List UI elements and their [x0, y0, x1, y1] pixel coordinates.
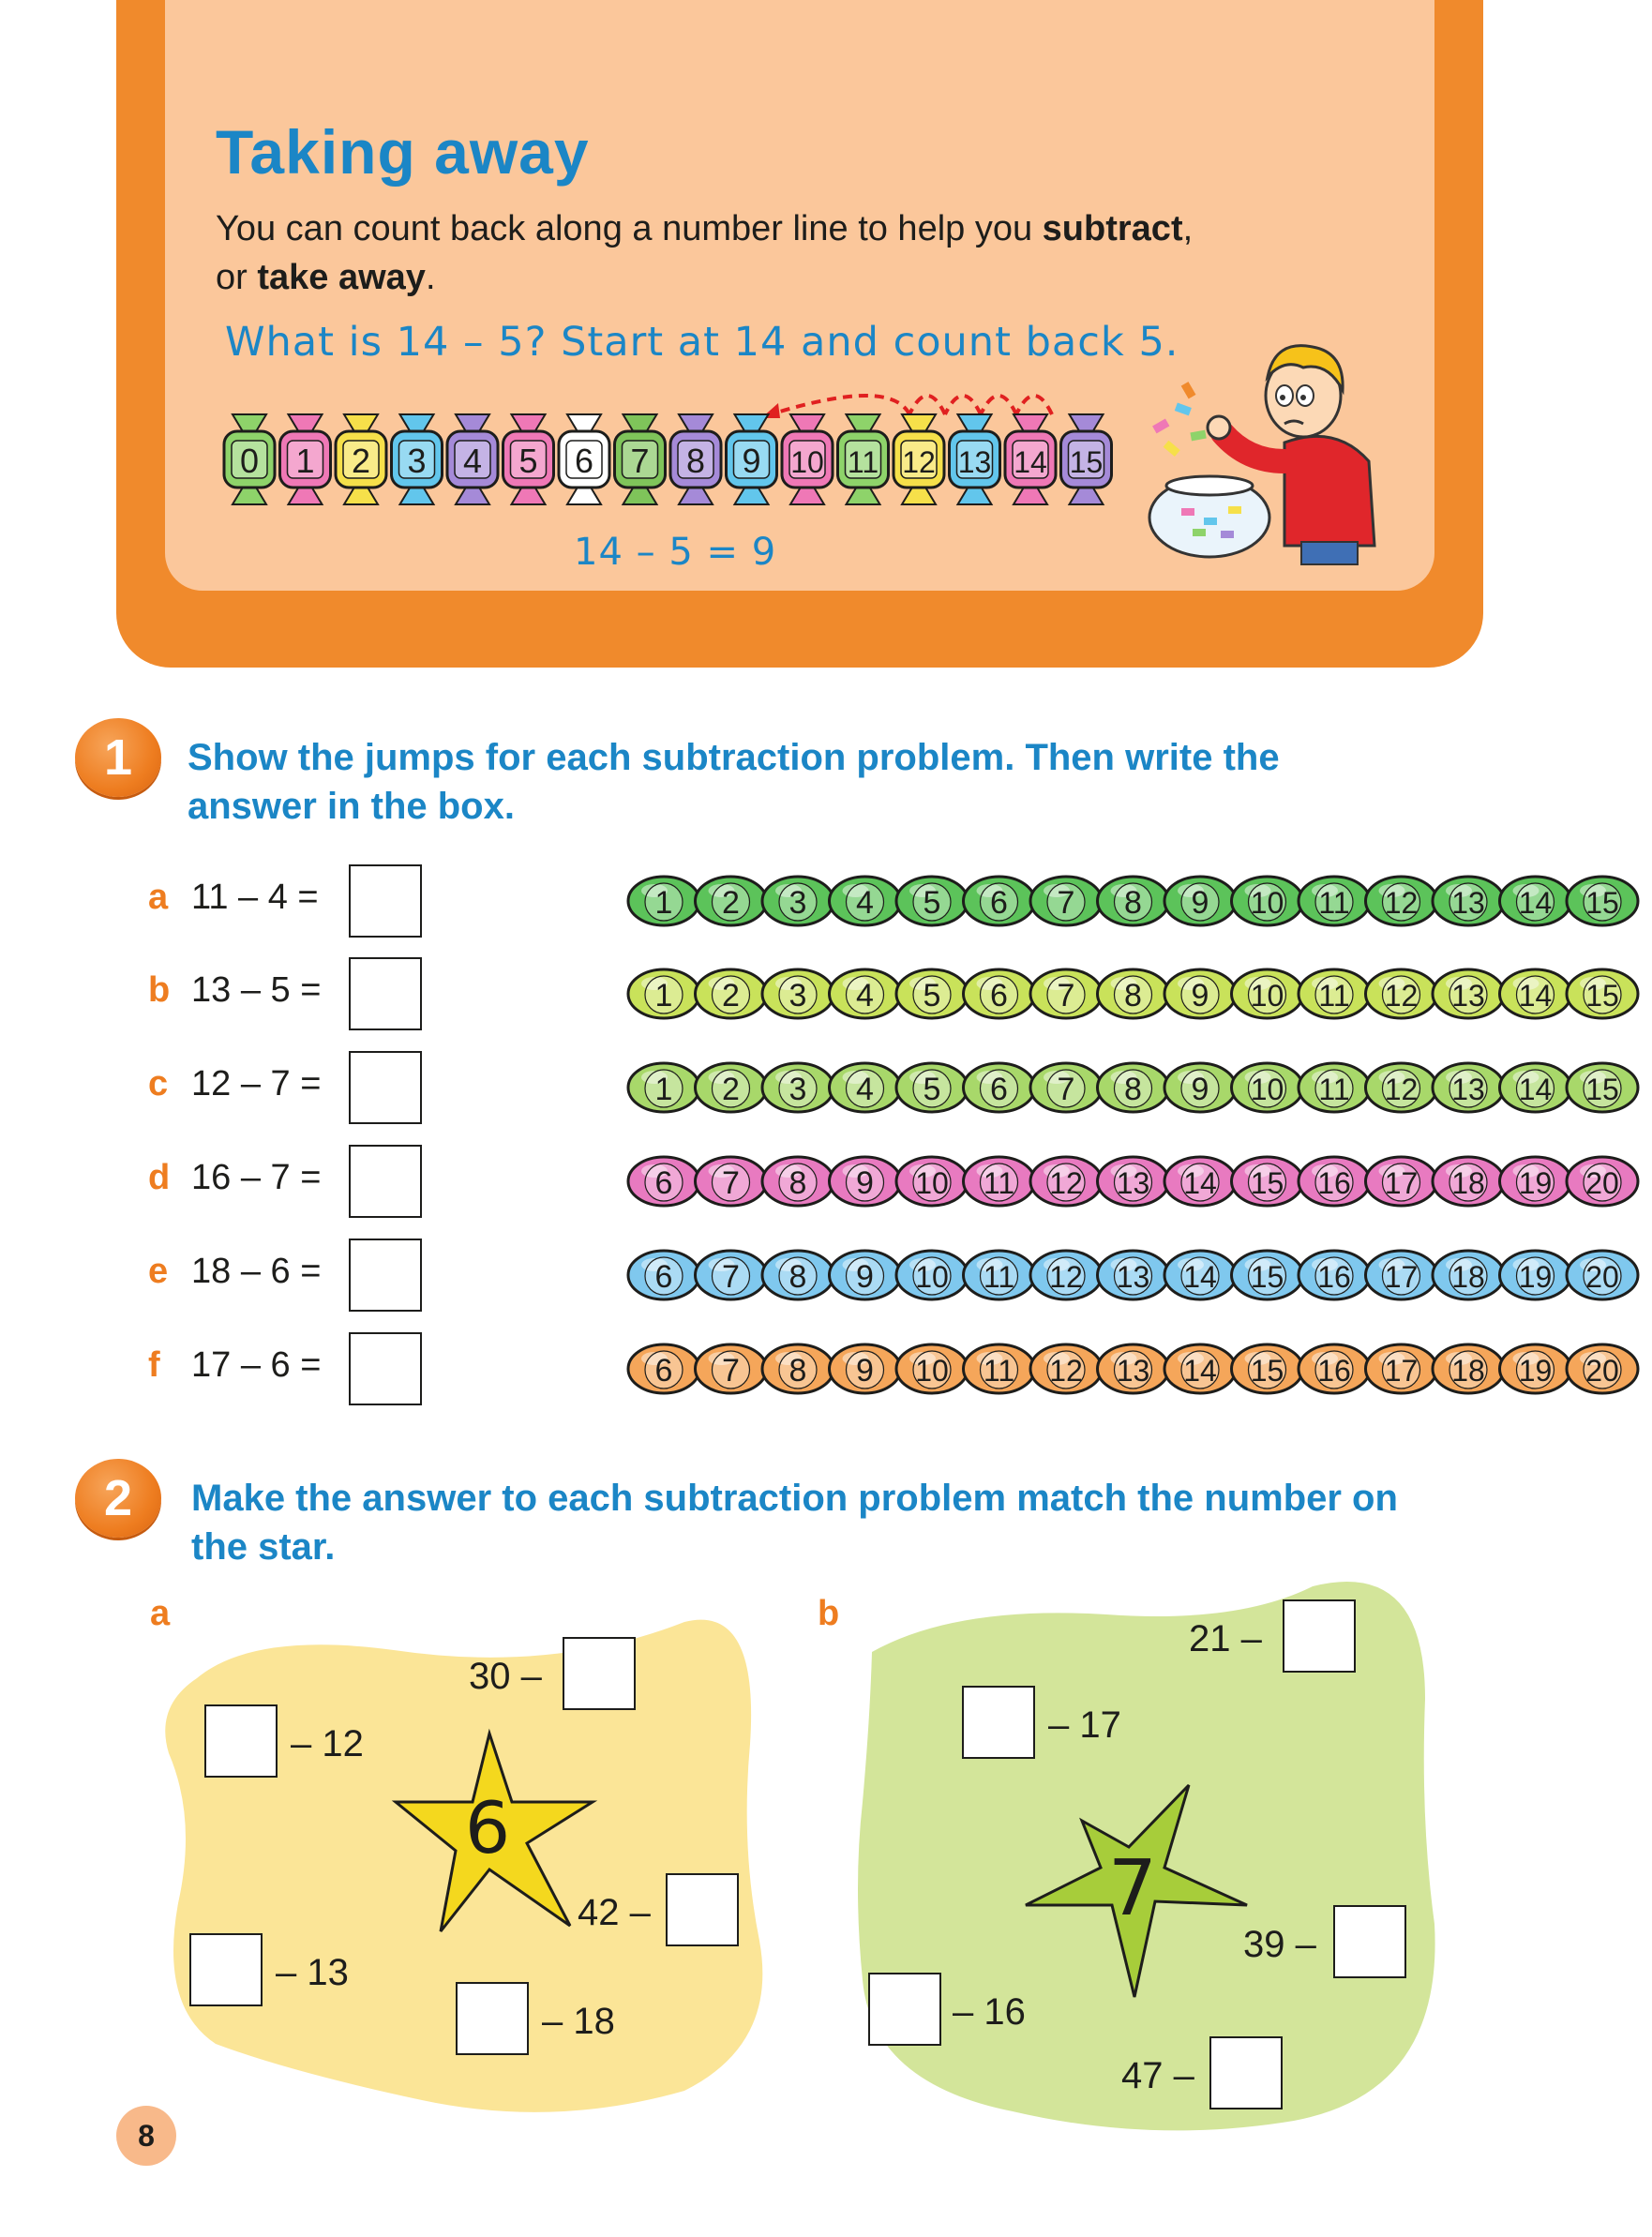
svg-text:10: 10	[1250, 979, 1284, 1013]
track-bead[interactable]	[1232, 1344, 1303, 1393]
track-bead[interactable]	[1164, 1157, 1236, 1206]
svg-text:8: 8	[788, 1259, 807, 1295]
track-bead[interactable]	[1567, 1157, 1638, 1206]
candy-number	[1005, 414, 1056, 504]
track-bead[interactable]	[696, 1251, 767, 1299]
intro-text-part1: You can count back along a number line to help you	[216, 209, 1043, 248]
svg-text:12: 12	[1049, 1354, 1083, 1388]
svg-text:14: 14	[1014, 445, 1047, 479]
track-bead[interactable]	[1299, 877, 1370, 925]
candy-number	[503, 414, 554, 504]
track-bead[interactable]	[1098, 969, 1169, 1018]
svg-text:11: 11	[1318, 886, 1350, 920]
track-bead[interactable]	[1299, 1157, 1370, 1206]
track-bead[interactable]	[964, 877, 1035, 925]
row-problem: 13 – 5 =	[191, 970, 322, 1010]
track-bead[interactable]	[1030, 1063, 1102, 1112]
svg-text:20: 20	[1585, 1260, 1619, 1294]
svg-text:2: 2	[722, 978, 740, 1013]
candy-number	[670, 414, 721, 504]
svg-text:3: 3	[788, 978, 807, 1013]
track-bead[interactable]	[1433, 1344, 1504, 1393]
track-bead[interactable]	[1366, 1063, 1437, 1112]
star-a-icon	[386, 1729, 602, 1935]
track-bead[interactable]	[1433, 1063, 1504, 1112]
answer-box[interactable]	[349, 1332, 422, 1405]
track-bead[interactable]	[896, 1157, 968, 1206]
problem-a-5-text: – 18	[542, 2001, 615, 2042]
svg-text:11: 11	[983, 1354, 1015, 1388]
track-bead[interactable]	[1030, 877, 1102, 925]
candy-number	[894, 414, 944, 504]
candy-number	[336, 414, 386, 504]
track-bead[interactable]	[1500, 1251, 1571, 1299]
track-bead[interactable]	[696, 1063, 767, 1112]
svg-text:4: 4	[462, 442, 483, 480]
svg-text:7: 7	[630, 442, 650, 480]
svg-text:10: 10	[1250, 886, 1284, 920]
svg-text:9: 9	[1191, 978, 1209, 1013]
svg-text:2: 2	[351, 442, 371, 480]
svg-text:15: 15	[1250, 1354, 1284, 1388]
svg-text:6: 6	[990, 1072, 1008, 1107]
answer-box[interactable]	[1209, 2036, 1283, 2109]
number-track[interactable]	[630, 963, 1652, 1025]
track-bead[interactable]	[1299, 1063, 1370, 1112]
track-bead[interactable]	[1030, 1251, 1102, 1299]
answer-box[interactable]	[1283, 1599, 1356, 1673]
number-track[interactable]	[630, 1150, 1652, 1212]
track-bead[interactable]	[628, 969, 699, 1018]
svg-text:13: 13	[1116, 1166, 1150, 1200]
track-bead[interactable]	[1433, 1157, 1504, 1206]
track-bead[interactable]	[964, 1157, 1035, 1206]
svg-text:6: 6	[654, 1259, 673, 1295]
problem-b-2-text: – 17	[1048, 1704, 1121, 1746]
candy-number	[559, 414, 609, 504]
track-bead[interactable]	[1433, 877, 1504, 925]
problem-b-3-text: 39 –	[1243, 1924, 1316, 1965]
activity-1-instruction	[188, 733, 1280, 831]
svg-text:10: 10	[915, 1354, 949, 1388]
track-bead[interactable]	[696, 969, 767, 1018]
track-bead[interactable]	[1567, 1063, 1638, 1112]
track-bead[interactable]	[896, 1251, 968, 1299]
track-bead[interactable]	[1098, 877, 1169, 925]
answer-box[interactable]	[349, 864, 422, 938]
svg-text:11: 11	[1318, 979, 1350, 1013]
svg-text:18: 18	[1451, 1354, 1485, 1388]
track-bead[interactable]	[628, 1063, 699, 1112]
track-bead[interactable]	[1164, 877, 1236, 925]
track-bead[interactable]	[1030, 1157, 1102, 1206]
svg-text:14: 14	[1518, 979, 1553, 1013]
row-letter: b	[148, 970, 171, 1010]
svg-text:14: 14	[1183, 1354, 1217, 1388]
svg-text:6: 6	[574, 442, 594, 480]
track-bead[interactable]	[1164, 1251, 1236, 1299]
problem-b-5-text: 47 –	[1121, 2055, 1194, 2096]
track-bead[interactable]	[1098, 1157, 1169, 1206]
section-letter-b: b	[818, 1594, 840, 1633]
track-bead[interactable]	[1500, 1063, 1571, 1112]
svg-text:9: 9	[742, 442, 761, 480]
track-bead[interactable]	[830, 1063, 901, 1112]
answer-box[interactable]	[349, 1051, 422, 1124]
track-bead[interactable]	[1366, 1157, 1437, 1206]
svg-text:13: 13	[1451, 886, 1485, 920]
track-bead[interactable]	[628, 1251, 699, 1299]
intro-question: What is 14 – 5? Start at 14 and count back 5.	[225, 319, 1179, 366]
track-bead[interactable]	[896, 877, 968, 925]
track-bead[interactable]	[762, 1251, 834, 1299]
intro-text-part4: .	[425, 258, 436, 297]
svg-text:7: 7	[1057, 885, 1075, 921]
row-problem: 17 – 6 =	[191, 1345, 322, 1385]
svg-text:5: 5	[923, 1072, 941, 1107]
svg-text:11: 11	[983, 1166, 1015, 1200]
track-bead[interactable]	[1164, 1063, 1236, 1112]
svg-text:9: 9	[856, 1259, 874, 1295]
track-bead[interactable]	[1232, 1251, 1303, 1299]
svg-text:16: 16	[1317, 1354, 1351, 1388]
svg-text:3: 3	[788, 1072, 807, 1107]
svg-text:12: 12	[1049, 1166, 1083, 1200]
svg-text:11: 11	[847, 445, 879, 479]
candy-number	[782, 414, 833, 504]
svg-text:15: 15	[1250, 1260, 1284, 1294]
track-bead[interactable]	[1567, 877, 1638, 925]
svg-text:6: 6	[990, 885, 1008, 921]
svg-text:2: 2	[722, 1072, 740, 1107]
track-bead[interactable]	[1030, 1344, 1102, 1393]
candy-number	[727, 414, 777, 504]
candy-number	[447, 414, 498, 504]
candy-number	[615, 414, 666, 504]
activity-1-instruction-line2: answer in the box.	[188, 786, 515, 827]
svg-text:11: 11	[1318, 1073, 1350, 1106]
svg-text:12: 12	[902, 445, 936, 479]
svg-text:2: 2	[722, 885, 740, 921]
track-bead[interactable]	[762, 1344, 834, 1393]
svg-text:4: 4	[856, 885, 874, 921]
svg-text:15: 15	[1585, 1073, 1619, 1106]
row-problem: 12 – 7 =	[191, 1064, 322, 1103]
activity-2-instruction-line1: Make the answer to each subtraction problem match the number on	[191, 1478, 1398, 1519]
candy-number	[950, 414, 1000, 504]
track-bead[interactable]	[1232, 1157, 1303, 1206]
problem-b-1-text: 21 –	[1189, 1618, 1262, 1659]
svg-text:4: 4	[856, 978, 874, 1013]
track-bead[interactable]	[762, 877, 834, 925]
svg-text:12: 12	[1384, 979, 1419, 1013]
activity-1-number-badge: 1	[75, 718, 161, 797]
intro-text	[216, 204, 1341, 302]
row-problem: 18 – 6 =	[191, 1252, 322, 1291]
track-bead[interactable]	[762, 1157, 834, 1206]
answer-box[interactable]	[1333, 1905, 1406, 1978]
svg-text:1: 1	[654, 1072, 673, 1107]
answer-box[interactable]	[204, 1704, 278, 1778]
svg-text:8: 8	[1124, 885, 1142, 921]
intro-number-line	[221, 409, 1140, 521]
problem-a-2-text: – 12	[291, 1723, 364, 1764]
answer-box[interactable]	[349, 1145, 422, 1218]
page-title: Taking away	[216, 117, 590, 187]
activity-2-instruction-line2: the star.	[191, 1526, 336, 1568]
number-track[interactable]	[630, 1338, 1652, 1400]
row-letter: f	[148, 1345, 160, 1385]
row-letter: a	[148, 878, 169, 917]
svg-text:13: 13	[957, 445, 992, 479]
svg-text:15: 15	[1585, 886, 1619, 920]
track-bead[interactable]	[830, 1251, 901, 1299]
svg-text:18: 18	[1451, 1260, 1485, 1294]
row-letter: c	[148, 1064, 169, 1103]
svg-text:7: 7	[1057, 978, 1075, 1013]
svg-text:19: 19	[1518, 1354, 1553, 1388]
track-bead[interactable]	[696, 1157, 767, 1206]
number-track[interactable]	[630, 1244, 1652, 1306]
svg-text:20: 20	[1585, 1354, 1619, 1388]
track-bead[interactable]	[696, 1344, 767, 1393]
svg-text:13: 13	[1451, 979, 1485, 1013]
candy-number	[392, 414, 443, 504]
track-bead[interactable]	[696, 877, 767, 925]
star-puzzle-b	[844, 1568, 1444, 2149]
svg-text:10: 10	[915, 1166, 949, 1200]
svg-text:1: 1	[295, 442, 315, 480]
track-bead[interactable]	[964, 969, 1035, 1018]
track-bead[interactable]	[628, 877, 699, 925]
track-bead[interactable]	[1500, 1344, 1571, 1393]
track-bead[interactable]	[1500, 1157, 1571, 1206]
track-bead[interactable]	[964, 1063, 1035, 1112]
svg-text:3: 3	[788, 885, 807, 921]
track-bead[interactable]	[1299, 969, 1370, 1018]
star-a-number: 6	[464, 1786, 511, 1869]
intro-bold-subtract: subtract	[1042, 209, 1183, 248]
star-b-icon	[1016, 1764, 1260, 2008]
svg-text:5: 5	[923, 978, 941, 1013]
svg-text:6: 6	[990, 978, 1008, 1013]
track-bead[interactable]	[762, 1063, 834, 1112]
problem-b-4-text: – 16	[953, 1991, 1026, 2033]
svg-text:12: 12	[1049, 1260, 1083, 1294]
candy-number	[838, 414, 889, 504]
svg-text:19: 19	[1518, 1260, 1553, 1294]
svg-text:3: 3	[407, 442, 427, 480]
track-bead[interactable]	[628, 1157, 699, 1206]
candy-number	[280, 414, 331, 504]
answer-box[interactable]	[868, 1973, 941, 2046]
answer-box[interactable]	[349, 957, 422, 1030]
svg-text:8: 8	[788, 1353, 807, 1389]
track-bead[interactable]	[1567, 1251, 1638, 1299]
svg-text:12: 12	[1384, 1073, 1419, 1106]
svg-text:9: 9	[1191, 885, 1209, 921]
svg-text:4: 4	[856, 1072, 874, 1107]
svg-text:15: 15	[1250, 1166, 1284, 1200]
svg-text:8: 8	[1124, 978, 1142, 1013]
svg-text:1: 1	[654, 978, 673, 1013]
svg-text:10: 10	[915, 1260, 949, 1294]
svg-text:12: 12	[1384, 886, 1419, 920]
svg-text:10: 10	[1250, 1073, 1284, 1106]
svg-text:19: 19	[1518, 1166, 1553, 1200]
track-bead[interactable]	[1366, 969, 1437, 1018]
svg-text:14: 14	[1183, 1260, 1217, 1294]
answer-box[interactable]	[349, 1239, 422, 1312]
track-bead[interactable]	[830, 877, 901, 925]
svg-text:8: 8	[1124, 1072, 1142, 1107]
track-bead[interactable]	[762, 969, 834, 1018]
row-letter: e	[148, 1252, 169, 1291]
svg-text:8: 8	[788, 1165, 807, 1201]
track-bead[interactable]	[1030, 969, 1102, 1018]
track-bead[interactable]	[964, 1344, 1035, 1393]
track-bead[interactable]	[1567, 1344, 1638, 1393]
activity-1-instruction-line1: Show the jumps for each subtraction problem. Then write the	[188, 737, 1280, 778]
svg-text:7: 7	[1057, 1072, 1075, 1107]
svg-text:9: 9	[1191, 1072, 1209, 1107]
svg-text:0: 0	[239, 442, 260, 480]
svg-text:7: 7	[722, 1353, 740, 1389]
activity-2-instruction	[191, 1474, 1398, 1571]
svg-text:6: 6	[654, 1165, 673, 1201]
svg-text:15: 15	[1585, 979, 1619, 1013]
svg-text:20: 20	[1585, 1166, 1619, 1200]
svg-text:13: 13	[1116, 1260, 1150, 1294]
page-number: 8	[116, 2106, 176, 2166]
track-bead[interactable]	[1299, 1344, 1370, 1393]
track-bead[interactable]	[1098, 1251, 1169, 1299]
track-bead[interactable]	[1299, 1251, 1370, 1299]
svg-text:5: 5	[518, 442, 538, 480]
svg-text:13: 13	[1116, 1354, 1150, 1388]
row-letter: d	[148, 1158, 171, 1197]
svg-text:9: 9	[856, 1353, 874, 1389]
intro-equation: 14 – 5 = 9	[574, 531, 777, 574]
svg-text:15: 15	[1069, 445, 1104, 479]
svg-text:17: 17	[1384, 1260, 1419, 1294]
answer-box[interactable]	[456, 1982, 529, 2055]
svg-text:1: 1	[654, 885, 673, 921]
svg-text:16: 16	[1317, 1260, 1351, 1294]
problem-a-3-text: 42 –	[578, 1892, 651, 1933]
svg-text:9: 9	[856, 1165, 874, 1201]
track-bead[interactable]	[830, 969, 901, 1018]
svg-text:14: 14	[1183, 1166, 1217, 1200]
number-track[interactable]	[630, 1057, 1652, 1118]
track-bead[interactable]	[1366, 877, 1437, 925]
answer-box[interactable]	[563, 1637, 636, 1710]
track-bead[interactable]	[964, 1251, 1035, 1299]
svg-text:7: 7	[722, 1165, 740, 1201]
answer-box[interactable]	[666, 1873, 739, 1946]
svg-text:14: 14	[1518, 1073, 1553, 1106]
track-bead[interactable]	[628, 1344, 699, 1393]
track-bead[interactable]	[1366, 1251, 1437, 1299]
track-bead[interactable]	[1164, 1344, 1236, 1393]
track-bead[interactable]	[1500, 969, 1571, 1018]
intro-text-part2: ,	[1182, 209, 1194, 248]
activity-2-number-badge: 2	[75, 1459, 161, 1538]
track-bead[interactable]	[1433, 969, 1504, 1018]
svg-text:17: 17	[1384, 1354, 1419, 1388]
track-bead[interactable]	[1366, 1344, 1437, 1393]
problem-a-1-text: 30 –	[469, 1656, 542, 1697]
row-problem: 11 – 4 =	[191, 878, 319, 917]
track-bead[interactable]	[896, 969, 968, 1018]
star-b-number: 7	[1107, 1844, 1158, 1933]
boy-with-sweets-jar-illustration	[1144, 330, 1397, 564]
svg-text:6: 6	[654, 1353, 673, 1389]
track-bead[interactable]	[896, 1063, 968, 1112]
track-bead[interactable]	[1098, 1063, 1169, 1112]
track-bead[interactable]	[1232, 877, 1303, 925]
track-bead[interactable]	[1098, 1344, 1169, 1393]
track-bead[interactable]	[830, 1157, 901, 1206]
answer-box[interactable]	[962, 1686, 1035, 1759]
track-bead[interactable]	[1164, 969, 1236, 1018]
track-bead[interactable]	[830, 1344, 901, 1393]
section-letter-a: a	[150, 1594, 171, 1633]
star-puzzle-a	[159, 1603, 769, 2119]
track-bead[interactable]	[1567, 969, 1638, 1018]
track-bead[interactable]	[896, 1344, 968, 1393]
candy-number	[224, 414, 275, 504]
row-problem: 16 – 7 =	[191, 1158, 322, 1197]
track-bead[interactable]	[1232, 969, 1303, 1018]
svg-text:18: 18	[1451, 1166, 1485, 1200]
svg-text:7: 7	[722, 1259, 740, 1295]
svg-text:17: 17	[1384, 1166, 1419, 1200]
svg-text:5: 5	[923, 885, 941, 921]
svg-text:16: 16	[1317, 1166, 1351, 1200]
svg-text:8: 8	[685, 442, 706, 480]
intro-bold-take-away: take away	[257, 258, 426, 297]
track-bead[interactable]	[1232, 1063, 1303, 1112]
track-bead[interactable]	[1433, 1251, 1504, 1299]
candy-number	[1061, 414, 1112, 504]
track-bead[interactable]	[1500, 877, 1571, 925]
svg-text:11: 11	[983, 1260, 1015, 1294]
number-track[interactable]	[630, 870, 1652, 932]
intro-text-part3: or	[216, 258, 258, 297]
svg-text:14: 14	[1518, 886, 1553, 920]
svg-text:10: 10	[790, 445, 824, 479]
svg-text:13: 13	[1451, 1073, 1485, 1106]
problem-a-4-text: – 13	[276, 1952, 349, 1993]
answer-box[interactable]	[189, 1933, 263, 2006]
